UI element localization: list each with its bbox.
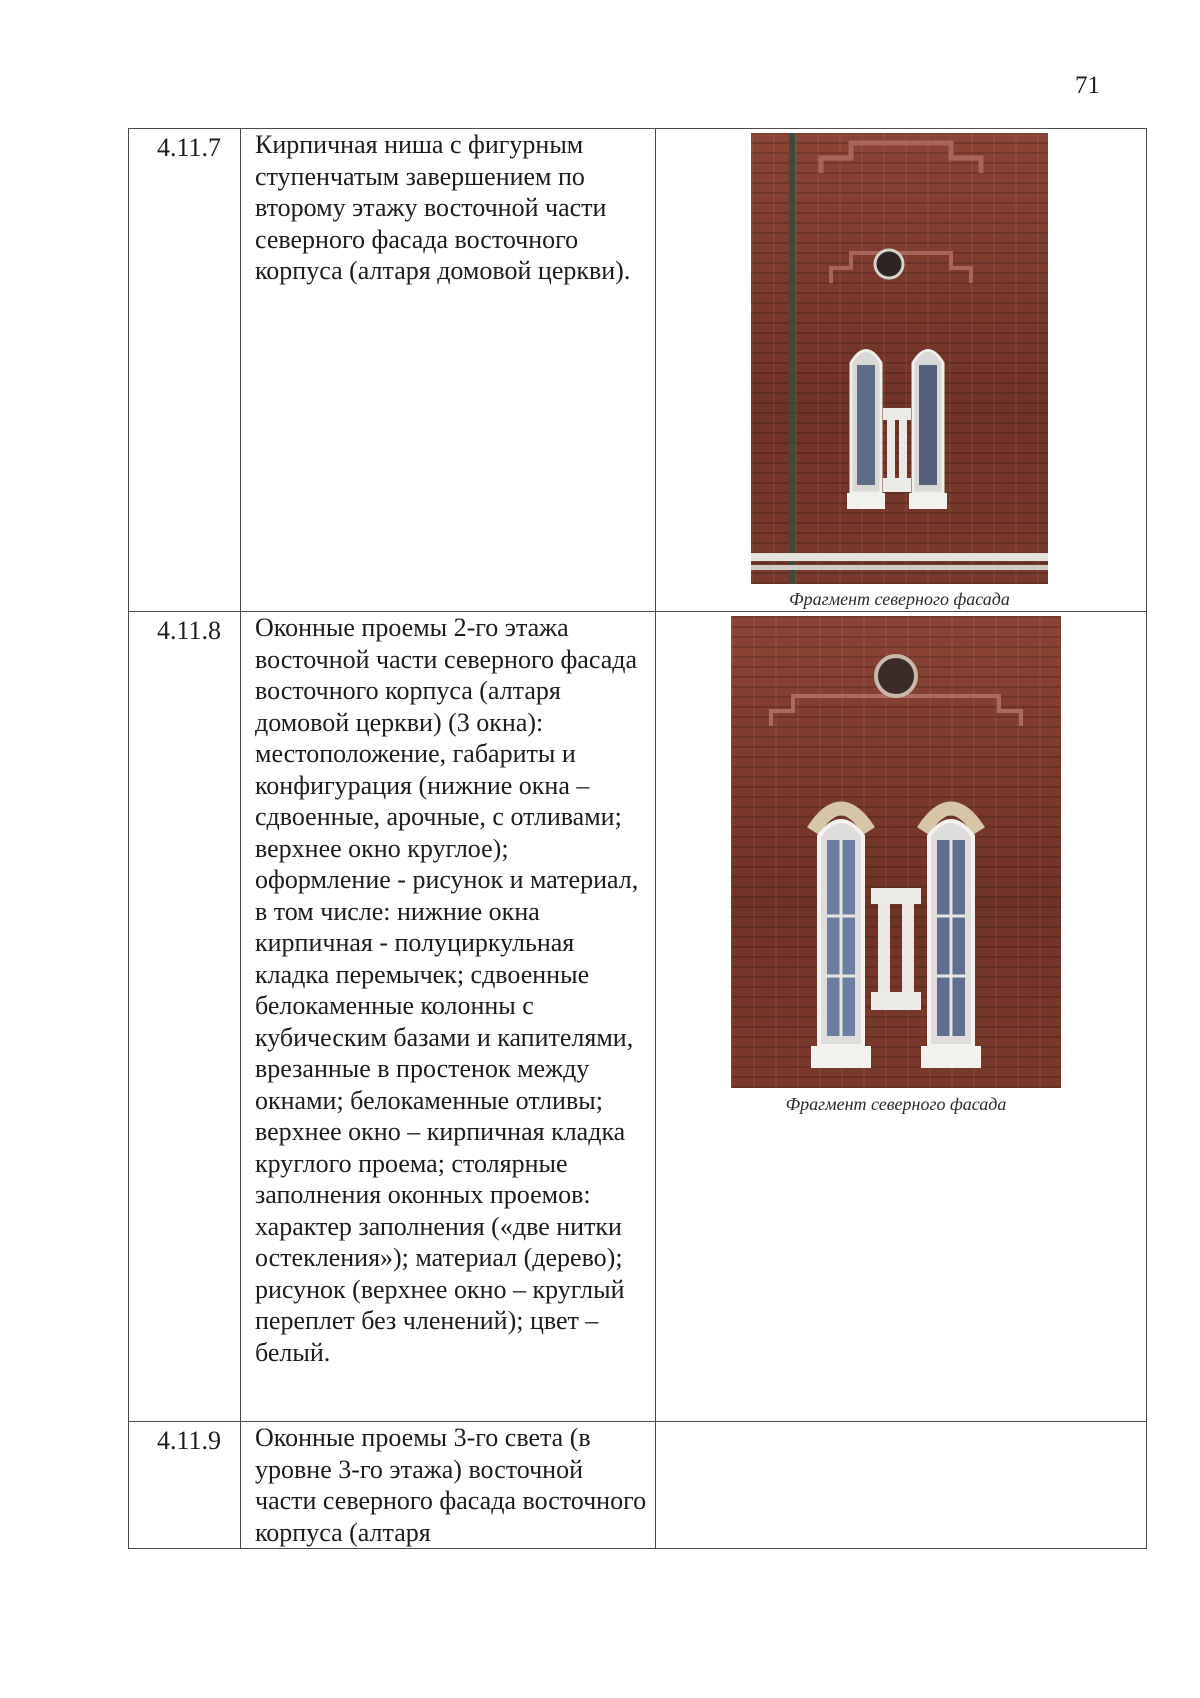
facade-photo-windows — [731, 616, 1061, 1088]
item-photo-cell — [656, 1422, 1147, 1549]
item-number-cell — [129, 612, 241, 1422]
item-description-cell — [241, 1422, 656, 1549]
architecture-elements-table — [128, 128, 1147, 1549]
facade-photo-niche — [751, 133, 1048, 584]
photo-caption: Фрагмент северного фасада — [789, 589, 1010, 609]
photo-caption: Фрагмент северного фасада — [785, 1094, 1007, 1114]
item-photo-cell — [656, 129, 1147, 612]
item-number: 4.11.7 — [157, 133, 222, 162]
table-row — [129, 1422, 1147, 1549]
item-number: 4.11.8 — [157, 616, 222, 645]
item-description: Кирпичная ниша с фигурным ступенчатым завершением по второму этажу восточной части северного фасада восточного корпуса (алтаря домовой церкви). — [255, 130, 631, 285]
item-description: Оконные проемы 3-го света (в уровне 3-го этажа) восточной части северного фасада восточного корпуса (алтаря — [255, 1423, 647, 1547]
item-number-cell — [129, 129, 241, 612]
item-number-cell — [129, 1422, 241, 1549]
item-number: 4.11.9 — [157, 1426, 222, 1455]
item-photo-cell — [656, 612, 1147, 1422]
item-description-cell — [241, 612, 656, 1422]
item-description-cell — [241, 129, 656, 612]
table-row — [129, 612, 1147, 1422]
table-row — [129, 129, 1147, 612]
page-number: 71 — [1075, 72, 1100, 99]
item-description: Оконные проемы 2-го этажа восточной части северного фасада восточного корпуса (алтаря домовой церкви) (3 окна): местоположение, габариты и конфигурация (нижние окна – сдвоенные, арочные, с отливами; верхнее окно круглое); оформление - рисунок и материал, в том числе: нижние окна кирпичная - полуциркульная кладка перемычек; сдвоенные белокаменные колонны с кубическим базами и капителями, врезанные в простенок между окнами; белокаменные отливы; верхнее окно – кирпичная кладка круглого проема; столярные заполнения оконных проемов: характер заполнения («две нитки остекления»); материал (дерево); рисунок (верхнее окно – круглый переплет без членений); цвет – белый. — [255, 613, 639, 1367]
